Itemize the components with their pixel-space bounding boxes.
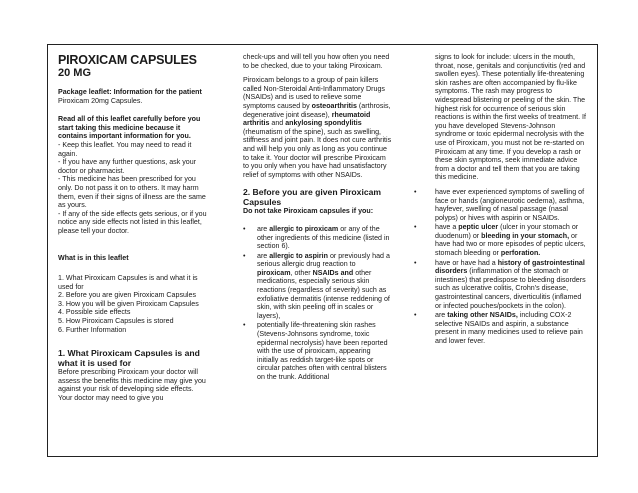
- text-run: other medications, especially serious skin reactions (regardless of severity) such as exfoliative dermatitis (intense reddening of skin, with skin peeling off in scales or layers),: [257, 268, 390, 320]
- bold-run: allergic to aspirin: [269, 251, 328, 260]
- text-run: are: [257, 224, 270, 233]
- checkups-paragraph: check-ups and will tell you how often you need to be checked, due to your taking Piroxicam.: [243, 53, 390, 70]
- toc-item: 3. How you will be given Piroxicam Capsules: [58, 299, 199, 308]
- text-run: have or have had a: [435, 258, 498, 267]
- text-run: have a: [435, 223, 459, 232]
- list-item: [421, 223, 587, 257]
- bold-run: peptic ulcer: [458, 223, 499, 232]
- leaflet-page: [47, 44, 598, 457]
- document-strength: 20 MG: [58, 67, 92, 79]
- bold-run: osteoarthritis: [311, 101, 357, 110]
- keep-point: - If any of the side effects gets serious, or if you notice any side effects not listed in this leaflet, please tell your doctor.: [58, 209, 207, 235]
- text-run: are: [435, 311, 448, 320]
- section-1-heading: 1. What Piroxicam Capsules is and what it is used for: [58, 348, 200, 369]
- bold-run: NSAIDs and: [312, 268, 354, 277]
- list-item: • have ever experienced symptoms of swelling of face or hands (angioneurotic oedema), asthma, hayfever, swelling of nasal passage (nasal polyps) or hives with aspirin or NSAIDs.: [421, 188, 587, 222]
- list-item: • potentially life-threatening skin rashes (Stevens-Johnsons syndrome, toxic epidermal necrolysis) have been reported with the use of piroxicam, appearing initially as reddish target-like spots or circular patches often with central blisters on the trunk. Additional: [243, 321, 393, 381]
- leaflet-heading: Package leaflet: Information for the patient: [58, 88, 202, 96]
- text-run: (arthrosis, degenerative joint disease),: [243, 101, 391, 119]
- keep-point: - This medicine has been prescribed for you only. Do not pass it on to others. It may harm them, even if their signs of illness are the same as yours.: [58, 175, 206, 210]
- toc-list: [58, 274, 208, 334]
- text-run: including COX-2 selective NSAIDs and aspirin, a substance present in many medicines used to relieve pain and lower fever.: [435, 311, 583, 345]
- bold-run: rheumatoid arthritis: [243, 110, 371, 128]
- bold-run: taking other NSAIDs,: [447, 311, 518, 320]
- toc-item: 5. How Piroxicam Capsules is stored: [58, 317, 174, 326]
- skin-rash-continuation: signs to look for include: ulcers in the mouth, throat, nose, genitals and conjunctivitis (red and swollen eyes). These potentially life-threatening skin rashes are often accompanied by flu-like symptoms. The rash may progress to widespread blistering or peeling of the skin. The highest risk for occurrence of serious skin reactions is within the first weeks of treatment. If you have developed Stevens-Johnson syndrome or toxic epidermal necrolysis with the use of Piroxicam, you must not be re-started on Piroxicam at any time. If you develop a rash or these skin symptoms, seek immediate advice from a doctor and tell them that you are taking this medicine.: [435, 53, 586, 182]
- text-run: or have had two or more episodes of peptic ulcers, stomach bleeding or: [435, 231, 586, 258]
- text-run: or previously had a serious allergic drug reaction to: [257, 251, 390, 269]
- text-run: or any of the other ingredients of this medicine (listed in section 6).: [257, 224, 390, 251]
- toc-item: 6. Further Information: [58, 325, 127, 334]
- section-2-heading: 2. Before you are given Piroxicam Capsules: [243, 187, 382, 208]
- section-1-text: Before prescribing Piroxicam your doctor will assess the benefits this medicine may give you against your risk of developing side effects. Your doctor may need to give you: [58, 368, 206, 403]
- bold-run: bleeding in your stomach,: [481, 231, 570, 240]
- toc-item: 4. Possible side effects: [58, 308, 131, 317]
- keep-points: [58, 141, 208, 236]
- contraindication-list-continued: [421, 188, 587, 346]
- bold-run: allergic to piroxicam: [269, 224, 339, 233]
- list-item: [421, 259, 587, 311]
- section-2-subheading: Do not take Piroxicam capsules if you:: [243, 207, 374, 216]
- product-line: Piroxicam 20mg Capsules.: [58, 96, 143, 105]
- column-1: [58, 53, 208, 409]
- text-run: , other: [290, 268, 313, 277]
- contraindication-list: [243, 225, 393, 382]
- column-2: [243, 53, 393, 383]
- document-title: PIROXICAM CAPSULES: [58, 53, 197, 67]
- text-run: and: [269, 119, 286, 128]
- text-run: are: [257, 251, 270, 260]
- text-run: (rheumatism of the spine), such as swelling, stiffness and joint pain. It does not cure arthritis and will help you only as long as you continue to take it. Your doctor will prescribe Piroxicam to you only when you have had unsatisfactory relief of symptoms with other NSAIDs.: [243, 127, 392, 179]
- toc-item: 2. Before you are given Piroxicam Capsules: [58, 291, 197, 300]
- list-item: [243, 252, 393, 321]
- list-item: [421, 311, 587, 345]
- keep-point: - Keep this leaflet. You may need to read it again.: [58, 140, 192, 158]
- bold-run: piroxicam: [257, 268, 291, 277]
- bold-run: perforation.: [500, 249, 541, 258]
- toc-item: 1. What Piroxicam Capsules is and what it is used for: [58, 274, 198, 291]
- bold-run: ankylosing spondylitis: [285, 119, 362, 128]
- list-item: [243, 225, 393, 251]
- toc-heading: What is in this leaflet: [58, 253, 129, 262]
- text-run: (inflammation of the stomach or intestines) that predispose to bleeding disorders such as ulcerative colitis, Crohn's disease, gastrointestinal cancers, diverticulitis (inflamed or infected pouches/pockets in the colon).: [435, 267, 586, 310]
- text-run: (ulcer in your stomach or duodenum) or: [435, 223, 579, 240]
- text-run: Piroxicam belongs to a group of pain killers called Non-Steroidal Anti-Inflammatory Drugs (NSAIDs) and is used to relieve some symptoms caused by: [243, 76, 385, 110]
- bold-run: history of gastrointestinal disorders: [435, 258, 585, 276]
- read-warning: Read all of this leaflet carefully before you start taking this medicine because it contains important information for you.: [58, 115, 201, 141]
- keep-point: - If you have any further questions, ask your doctor or pharmacist.: [58, 158, 197, 175]
- nsaid-paragraph: [243, 76, 393, 179]
- column-3: [421, 53, 587, 347]
